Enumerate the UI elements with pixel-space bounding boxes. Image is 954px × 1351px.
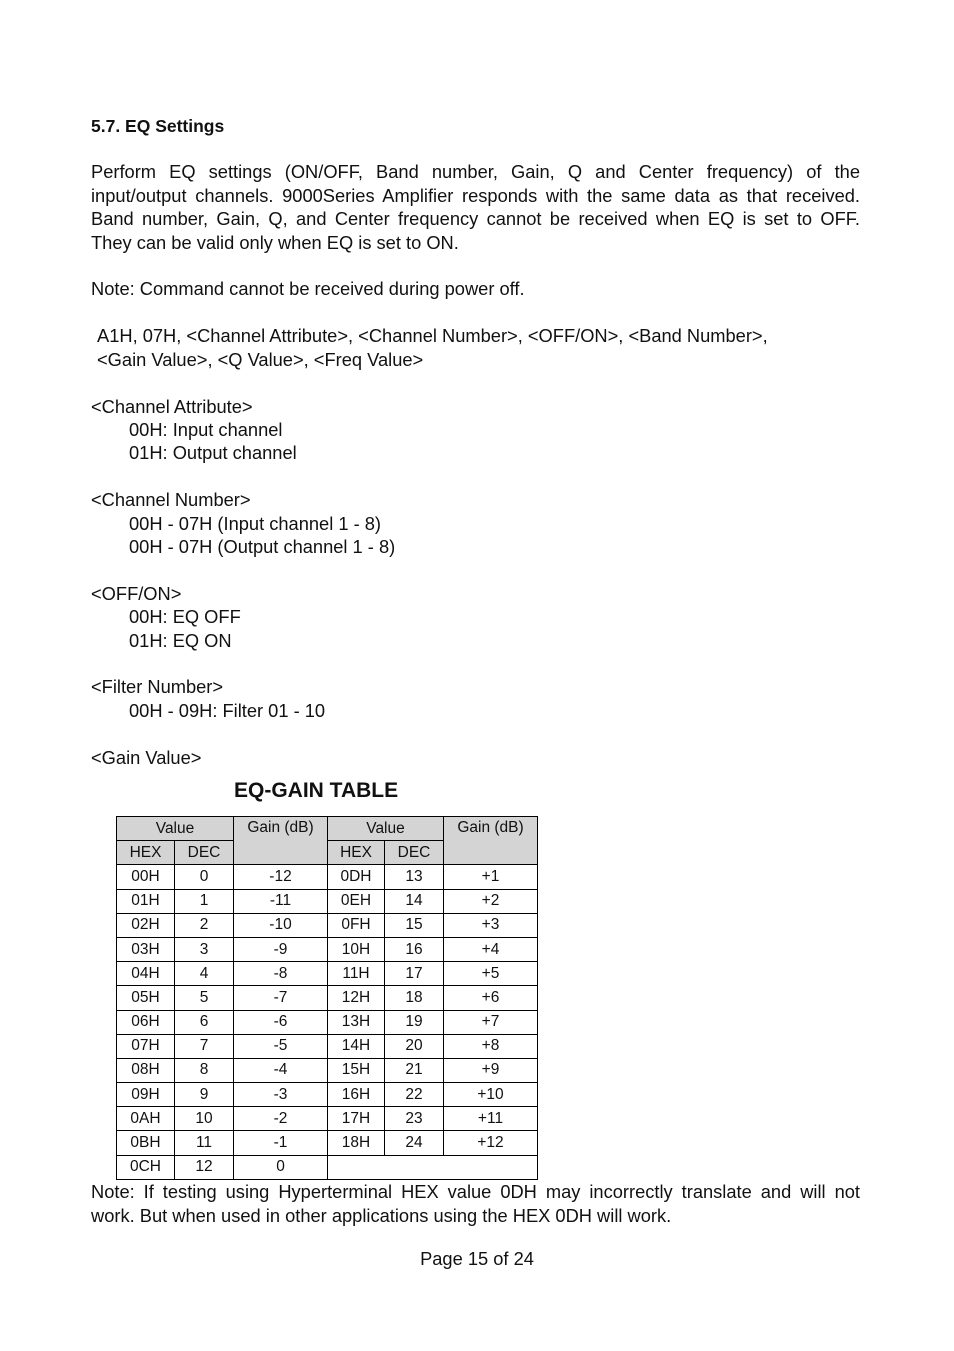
table-cell: 20 bbox=[385, 1034, 444, 1058]
table-cell: 03H bbox=[117, 937, 175, 961]
table-cell: +7 bbox=[444, 1010, 538, 1034]
table-cell: -3 bbox=[234, 1083, 328, 1107]
table-cell: +1 bbox=[444, 865, 538, 889]
command-line-1: A1H, 07H, <Channel Attribute>, <Channel Number>, <OFF/ON>, <Band Number>, bbox=[97, 325, 768, 346]
table-cell: +9 bbox=[444, 1058, 538, 1082]
param-channel-number-label: <Channel Number> bbox=[91, 489, 251, 510]
table-row-last bbox=[117, 1155, 538, 1179]
table-cell: 00H bbox=[117, 865, 175, 889]
table-cell: 23 bbox=[385, 1107, 444, 1131]
table-cell: 09H bbox=[117, 1083, 175, 1107]
table-cell: 19 bbox=[385, 1010, 444, 1034]
param-off-on-value: 00H: EQ OFF bbox=[129, 606, 241, 627]
table-cell: -6 bbox=[234, 1010, 328, 1034]
page-number: Page 15 of 24 bbox=[420, 1248, 534, 1269]
table-cell: 10 bbox=[175, 1107, 234, 1131]
section-heading: 5.7. EQ Settings bbox=[91, 116, 225, 136]
table-cell: 0AH bbox=[117, 1107, 175, 1131]
header-dec: DEC bbox=[175, 841, 234, 865]
table-cell: 0BH bbox=[117, 1131, 175, 1155]
table-cell: 1 bbox=[175, 889, 234, 913]
table-cell: -10 bbox=[234, 913, 328, 937]
header-value: Value bbox=[117, 817, 234, 841]
table-cell: 0CH bbox=[117, 1155, 175, 1179]
table-cell: +6 bbox=[444, 986, 538, 1010]
table-cell: 13H bbox=[328, 1010, 385, 1034]
table-header-row bbox=[117, 817, 538, 841]
table-cell: 11 bbox=[175, 1131, 234, 1155]
table-cell: +5 bbox=[444, 962, 538, 986]
hyperterminal-note bbox=[91, 1180, 860, 1227]
header-value: Value bbox=[328, 817, 444, 841]
table-cell: 16 bbox=[385, 937, 444, 961]
param-channel-attribute-label: <Channel Attribute> bbox=[91, 396, 253, 417]
table-cell: 6 bbox=[175, 1010, 234, 1034]
table-row bbox=[117, 889, 538, 913]
table-cell: 12H bbox=[328, 986, 385, 1010]
empty-cell bbox=[328, 1155, 538, 1179]
table-cell: 17 bbox=[385, 962, 444, 986]
table-cell: 0DH bbox=[328, 865, 385, 889]
param-gain-value-label: <Gain Value> bbox=[91, 747, 202, 768]
table-cell: 06H bbox=[117, 1010, 175, 1034]
table-cell: 0 bbox=[175, 865, 234, 889]
header-dec: DEC bbox=[385, 841, 444, 865]
table-cell: 5 bbox=[175, 986, 234, 1010]
table-row bbox=[117, 1058, 538, 1082]
table-cell: -12 bbox=[234, 865, 328, 889]
table-cell: 8 bbox=[175, 1058, 234, 1082]
table-cell: 0 bbox=[234, 1155, 328, 1179]
header-hex: HEX bbox=[328, 841, 385, 865]
table-cell: +12 bbox=[444, 1131, 538, 1155]
table-cell: 14 bbox=[385, 889, 444, 913]
gain-table-title: EQ-GAIN TABLE bbox=[234, 779, 399, 802]
table-cell: 16H bbox=[328, 1083, 385, 1107]
header-gain: Gain (dB) bbox=[234, 817, 328, 865]
table-row bbox=[117, 1107, 538, 1131]
table-cell: 11H bbox=[328, 962, 385, 986]
param-channel-number-value: 00H - 07H (Input channel 1 - 8) bbox=[129, 513, 382, 534]
table-row bbox=[117, 865, 538, 889]
table-cell: -9 bbox=[234, 937, 328, 961]
header-hex: HEX bbox=[117, 841, 175, 865]
intro-line: Band number, Gain, Q, and Center frequency cannot be received when EQ is set to OFF. bbox=[91, 208, 860, 229]
intro-line: input/output channels. 9000Series Amplifier responds with the same data as that received. bbox=[91, 184, 860, 206]
table-cell: -2 bbox=[234, 1107, 328, 1131]
table-cell: 14H bbox=[328, 1034, 385, 1058]
table-cell: -5 bbox=[234, 1034, 328, 1058]
command-line-2: <Gain Value>, <Q Value>, <Freq Value> bbox=[97, 349, 424, 370]
table-cell: 4 bbox=[175, 962, 234, 986]
param-filter-number-label: <Filter Number> bbox=[91, 676, 224, 697]
table-cell: 02H bbox=[117, 913, 175, 937]
note-line: Note: If testing using Hyperterminal HEX value 0DH may incorrectly translate and will not bbox=[91, 1181, 860, 1202]
table-cell: 18H bbox=[328, 1131, 385, 1155]
note-line: work. But when used in other applications using the HEX 0DH will work. bbox=[91, 1204, 672, 1226]
table-cell: 13 bbox=[385, 865, 444, 889]
table-cell: +8 bbox=[444, 1034, 538, 1058]
table-cell: 0EH bbox=[328, 889, 385, 913]
eq-gain-table bbox=[116, 816, 538, 1180]
param-off-on-label: <OFF/ON> bbox=[91, 583, 182, 604]
table-cell: +10 bbox=[444, 1083, 538, 1107]
table-cell: 0FH bbox=[328, 913, 385, 937]
table-cell: 07H bbox=[117, 1034, 175, 1058]
table-cell: 15H bbox=[328, 1058, 385, 1082]
table-row bbox=[117, 913, 538, 937]
table-row bbox=[117, 1131, 538, 1155]
table-cell: 9 bbox=[175, 1083, 234, 1107]
param-filter-number-value: 00H - 09H: Filter 01 - 10 bbox=[129, 700, 326, 721]
table-row bbox=[117, 986, 538, 1010]
table-cell: 15 bbox=[385, 913, 444, 937]
intro-line: They can be valid only when EQ is set to ON. bbox=[91, 231, 459, 253]
intro-paragraph bbox=[91, 160, 860, 254]
table-cell: 17H bbox=[328, 1107, 385, 1131]
table-cell: 04H bbox=[117, 962, 175, 986]
table-cell: 05H bbox=[117, 986, 175, 1010]
table-cell: -7 bbox=[234, 986, 328, 1010]
table-row bbox=[117, 937, 538, 961]
table-row bbox=[117, 1010, 538, 1034]
header-gain: Gain (dB) bbox=[444, 817, 538, 865]
param-channel-attribute-value: 00H: Input channel bbox=[129, 419, 283, 440]
param-off-on-value: 01H: EQ ON bbox=[129, 630, 232, 651]
table-cell: +11 bbox=[444, 1107, 538, 1131]
table-cell: +3 bbox=[444, 913, 538, 937]
table-cell: -8 bbox=[234, 962, 328, 986]
table-row bbox=[117, 1083, 538, 1107]
param-channel-attribute-value: 01H: Output channel bbox=[129, 442, 297, 463]
table-row bbox=[117, 1034, 538, 1058]
table-cell: 12 bbox=[175, 1155, 234, 1179]
table-cell: 08H bbox=[117, 1058, 175, 1082]
table-cell: -1 bbox=[234, 1131, 328, 1155]
param-channel-number-value: 00H - 07H (Output channel 1 - 8) bbox=[129, 536, 396, 557]
table-cell: 7 bbox=[175, 1034, 234, 1058]
table-cell: 2 bbox=[175, 913, 234, 937]
table-cell: -4 bbox=[234, 1058, 328, 1082]
table-cell: +4 bbox=[444, 937, 538, 961]
table-cell: 24 bbox=[385, 1131, 444, 1155]
table-cell: 21 bbox=[385, 1058, 444, 1082]
table-cell: 3 bbox=[175, 937, 234, 961]
power-note: Note: Command cannot be received during power off. bbox=[91, 278, 525, 299]
table-cell: 01H bbox=[117, 889, 175, 913]
table-cell: +2 bbox=[444, 889, 538, 913]
table-row bbox=[117, 962, 538, 986]
table-cell: 10H bbox=[328, 937, 385, 961]
table-cell: 18 bbox=[385, 986, 444, 1010]
table-cell: 22 bbox=[385, 1083, 444, 1107]
table-cell: -11 bbox=[234, 889, 328, 913]
intro-line: Perform EQ settings (ON/OFF, Band number, Gain, Q and Center frequency) of the bbox=[91, 161, 860, 182]
